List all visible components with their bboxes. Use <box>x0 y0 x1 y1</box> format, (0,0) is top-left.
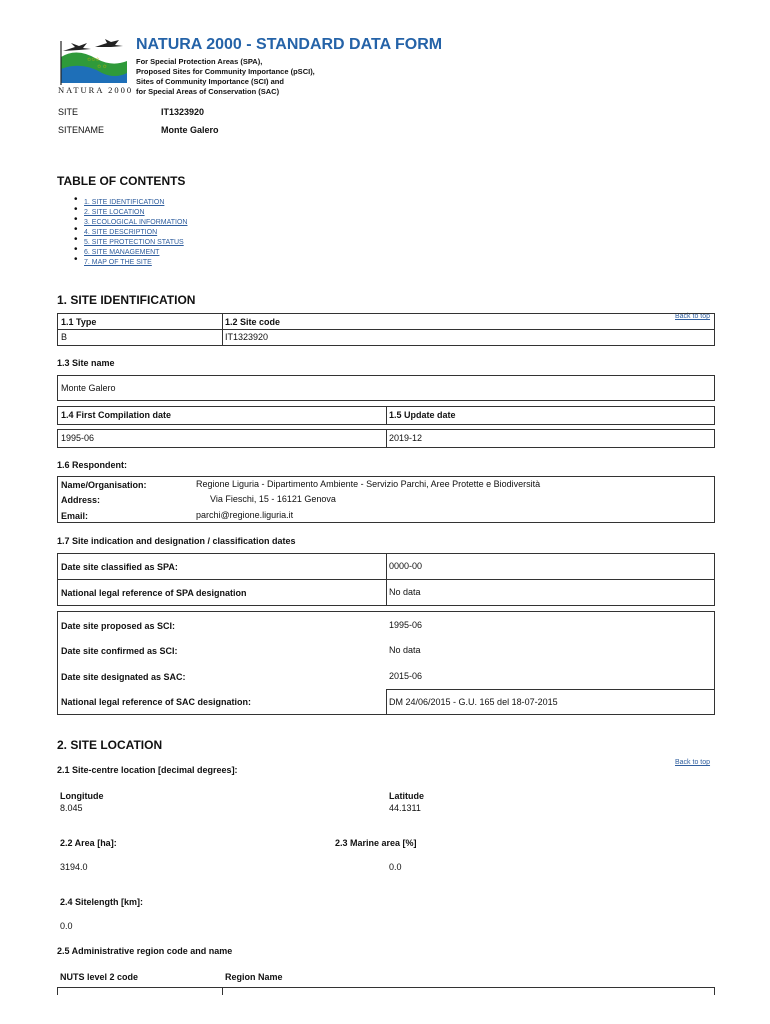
toc-item <box>84 226 187 236</box>
nuts-code-header: NUTS level 2 code <box>60 972 139 982</box>
sitename-value: Monte Galero <box>161 125 219 135</box>
organisation-label: Name/Organisation: <box>61 480 147 490</box>
subtitle-line: Proposed Sites for Community Importance (pSCI), <box>136 67 315 76</box>
sci-confirmed-label: Date site confirmed as SCI: <box>61 646 178 656</box>
back-to-top-link[interactable]: Back to top <box>675 313 711 320</box>
toc-item <box>84 206 187 216</box>
update-date-label: 1.5 Update date <box>389 410 456 420</box>
toc-item <box>84 216 187 226</box>
site-label: SITE <box>58 107 79 117</box>
longitude-label: Longitude <box>60 791 104 801</box>
admin-region-label: 2.5 Administrative region code and name <box>57 946 233 956</box>
spa-classified-label: Date site classified as SPA: <box>61 562 178 572</box>
spa-classified-value: 0000-00 <box>389 561 423 571</box>
organisation-value: Regione Liguria - Dipartimento Ambiente - Servizio Parchi, Aree Protette e Biodiversità <box>196 479 541 489</box>
sac-legal-ref-label: National legal reference of SAC designation: <box>61 697 252 707</box>
sitename-label: SITENAME <box>58 125 105 135</box>
first-compilation-value: 1995-06 <box>61 433 95 443</box>
sitelength-label: 2.4 Sitelength [km]: <box>60 897 144 907</box>
back-to-top-link[interactable]: Back to top <box>675 759 711 766</box>
latitude-value: 44.1311 <box>389 803 421 813</box>
respondent-label: 1.6 Respondent: <box>57 460 128 470</box>
toc-link-site-location[interactable]: 2. SITE LOCATION <box>84 209 145 216</box>
sitelength-value: 0.0 <box>60 921 73 931</box>
section-2-title: 2. SITE LOCATION <box>57 738 163 752</box>
area-label: 2.2 Area [ha]: <box>60 838 117 848</box>
toc-link-site-identification[interactable]: 1. SITE IDENTIFICATION <box>84 199 165 206</box>
toc-item <box>84 246 187 256</box>
sac-designated-value: 2015-06 <box>389 671 423 681</box>
subtitle-line: for Special Areas of Conservation (SAC) <box>136 87 280 96</box>
site-name-value: Monte Galero <box>61 383 116 393</box>
spa-legal-ref-value: No data <box>389 587 421 597</box>
sci-proposed-label: Date site proposed as SCI: <box>61 621 176 631</box>
sac-designated-label: Date site designated as SAC: <box>61 672 186 682</box>
toc-item <box>84 256 187 266</box>
site-code-value: IT1323920 <box>161 107 205 117</box>
section-1-title: 1. SITE IDENTIFICATION <box>57 293 196 307</box>
sci-confirmed-value: No data <box>389 645 421 655</box>
marine-area-label: 2.3 Marine area [%] <box>335 838 417 848</box>
area-value: 3194.0 <box>60 862 88 872</box>
toc-link-ecological-information[interactable]: 3. ECOLOGICAL INFORMATION <box>84 219 188 226</box>
update-date-value: 2019-12 <box>389 433 423 443</box>
sci-proposed-value: 1995-06 <box>389 620 423 630</box>
site-name-label: 1.3 Site name <box>57 358 115 368</box>
admin-table-top-border <box>57 987 715 988</box>
email-label: Email: <box>61 511 89 521</box>
region-name-header: Region Name <box>225 972 283 982</box>
latitude-label: Latitude <box>389 791 424 801</box>
sac-legal-ref-value: DM 24/06/2015 - G.U. 165 del 18-07-2015 <box>389 697 558 707</box>
toc-link-site-protection-status[interactable]: 5. SITE PROTECTION STATUS <box>84 239 184 246</box>
table-of-contents <box>84 196 187 266</box>
svg-text:✩✩✩: ✩✩✩ <box>87 57 100 63</box>
first-compilation-label: 1.4 First Compilation date <box>61 410 172 420</box>
address-value: Via Fieschi, 15 - 16121 Genova <box>210 494 336 504</box>
site-code-table-value: IT1323920 <box>225 332 269 342</box>
site-name-box <box>57 375 715 401</box>
toc-link-site-description[interactable]: 4. SITE DESCRIPTION <box>84 229 158 236</box>
subtitle-line: Sites of Community Importance (SCI) and <box>136 77 284 86</box>
type-value: B <box>61 332 68 342</box>
page-title: NATURA 2000 - STANDARD DATA FORM <box>136 36 443 53</box>
subtitle-line: For Special Protection Areas (SPA), <box>136 57 263 66</box>
spa-legal-ref-label: National legal reference of SPA designation <box>61 588 247 598</box>
email-value: parchi@regione.liguria.it <box>196 510 294 520</box>
toc-item <box>84 196 187 206</box>
svg-text:✩ ✩: ✩ ✩ <box>97 64 107 70</box>
site-code-label: 1.2 Site code <box>225 317 281 327</box>
toc-item <box>84 236 187 246</box>
logo-text: NATURA 2000 <box>58 85 134 95</box>
longitude-value: 8.045 <box>60 803 83 813</box>
marine-area-value: 0.0 <box>389 862 402 872</box>
toc-link-site-management[interactable]: 6. SITE MANAGEMENT <box>84 249 160 256</box>
toc-link-map-of-the-site[interactable]: 7. MAP OF THE SITE <box>84 259 152 266</box>
toc-title: TABLE OF CONTENTS <box>57 174 186 188</box>
designation-label: 1.7 Site indication and designation / classification dates <box>57 536 296 546</box>
page-subtitle <box>136 57 315 97</box>
address-label: Address: <box>61 495 101 505</box>
type-label: 1.1 Type <box>61 317 97 327</box>
site-centre-label: 2.1 Site-centre location [decimal degrees]: <box>57 765 238 775</box>
